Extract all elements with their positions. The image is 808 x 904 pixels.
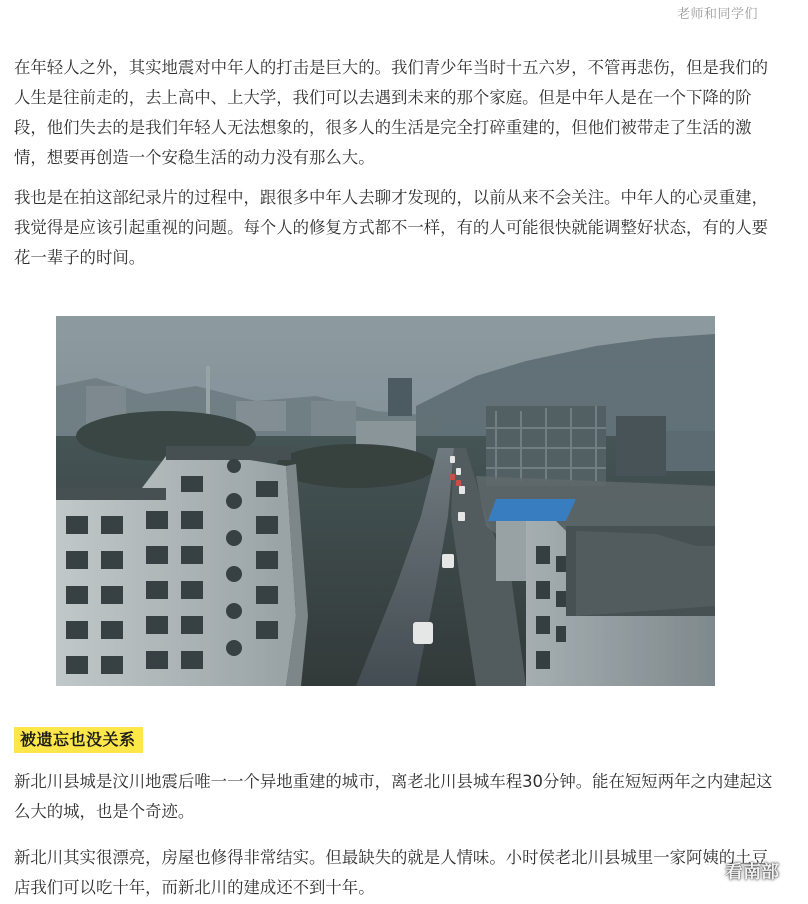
article-paragraph: 在年轻人之外，其实地震对中年人的打击是巨大的。我们青少年当时十五六岁，不管再悲伤，但是我们的人生是往前走的，去上高中、上大学，我们可以去遇到未来的那个家庭。但是中年人是在一个下降的阶段，他们失去的是我们年轻人无法想象的，很多人的生活是完全打碎重建的，但他们被带走了生活的激情，想要再创造一个安稳生活的动力没有那么大。 — [14, 58, 768, 167]
article-paragraph: 新北川县城是汶川地震后唯一一个异地重建的城市，离老北川县城车程30分钟。能在短短两年之内建起这么大的城，也是个奇迹。 — [14, 772, 773, 821]
watermark-text: 看南部 — [725, 862, 779, 883]
section-heading: 被遗忘也没关系 — [14, 727, 143, 753]
wechat-logo-icon — [699, 862, 721, 880]
source-caption: 老师和同学们 — [676, 7, 758, 22]
article-paragraph: 我也是在拍这部纪录片的过程中，跟很多中年人去聊才发现的，以前从来不会关注。中年人的心灵重建，我觉得是应该引起重视的问题。每个人的修复方式都不一样，有的人可能很快就能调整好状态，有的人要花一辈子的时间。 — [14, 188, 768, 267]
account-watermark — [699, 858, 779, 884]
article-paragraph: 新北川其实很漂亮，房屋也修得非常结实。但最缺失的就是人情味。小时侯老北川县城里一家阿姨的土豆店我们可以吃十年，而新北川的建成还不到十年。 — [14, 848, 768, 897]
article-photo-earthquake-ruins — [56, 316, 715, 686]
